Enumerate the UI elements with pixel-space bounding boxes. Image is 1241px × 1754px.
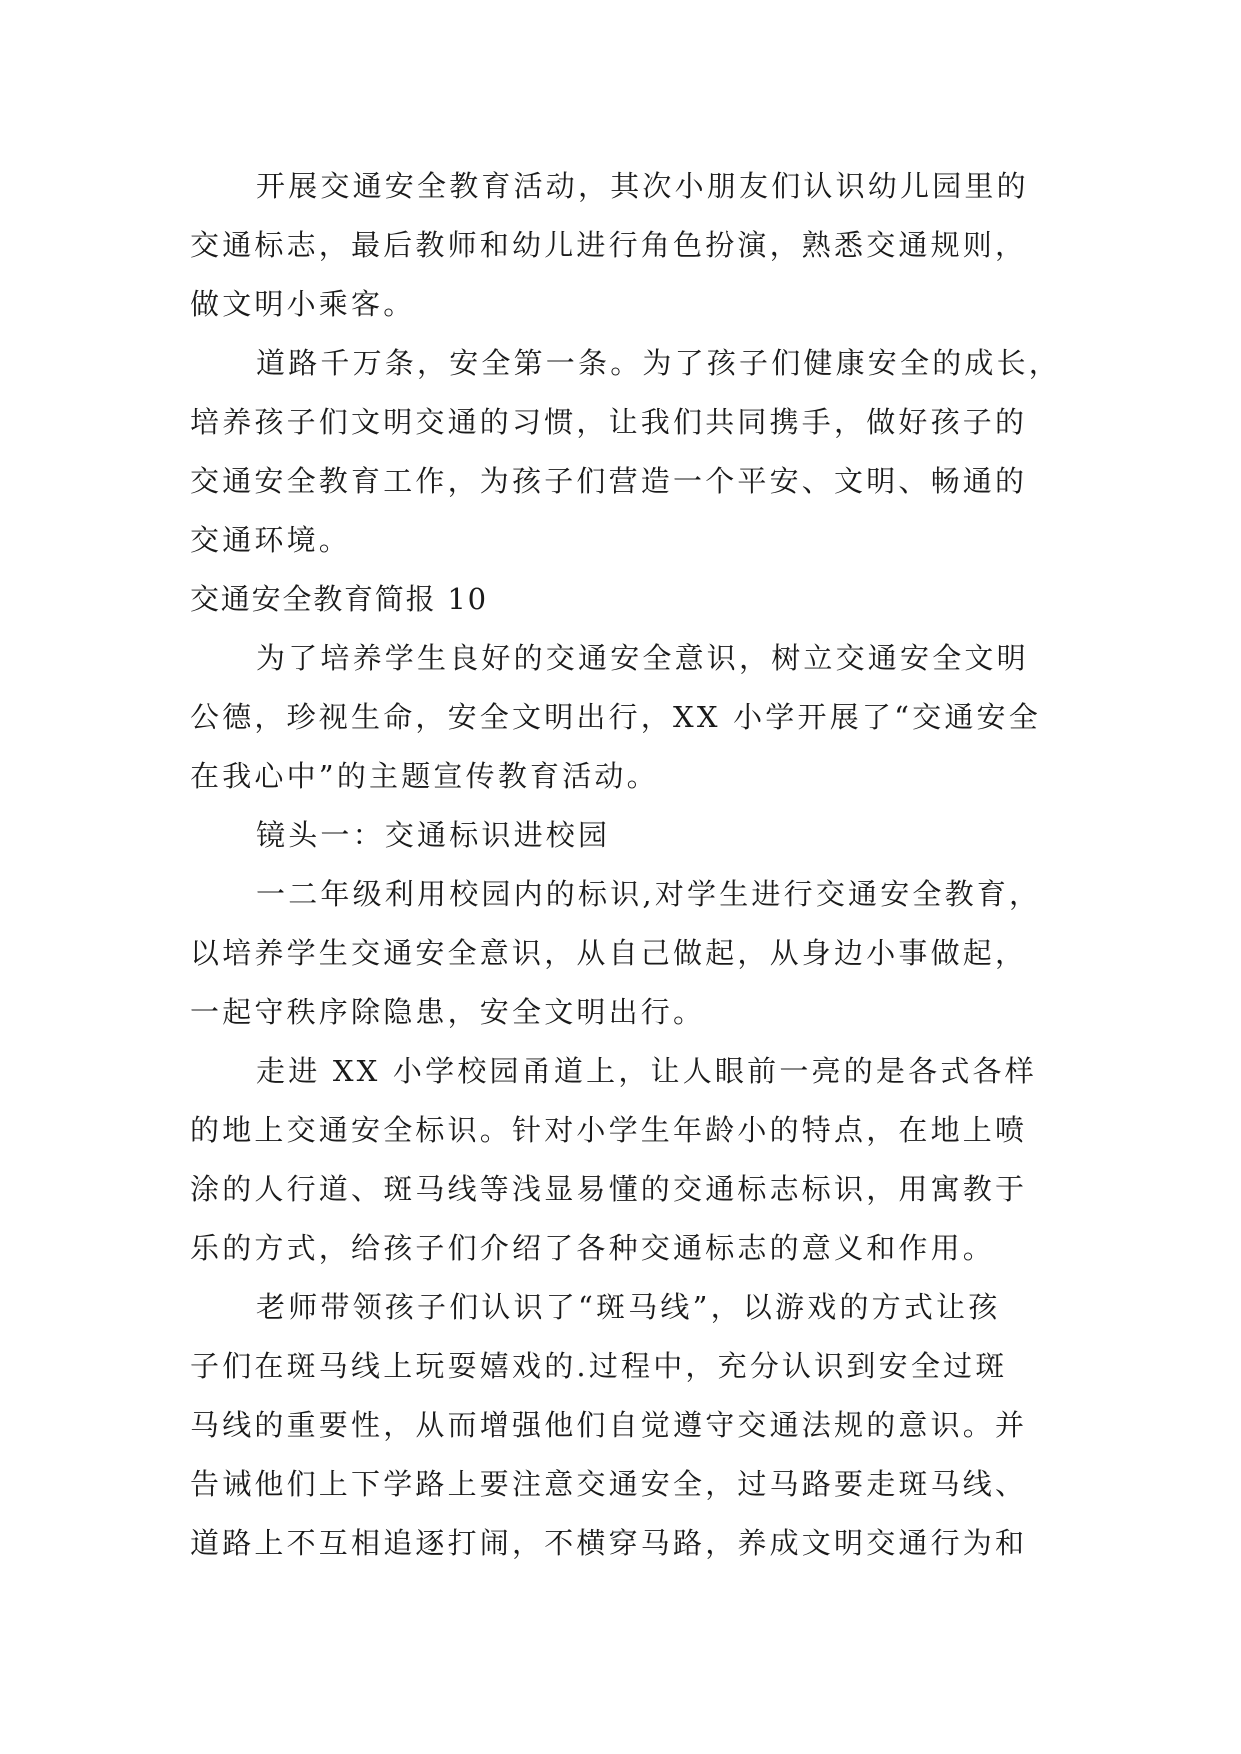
paragraph-line: 公德，珍视生命，安全文明出行，XX 小学开展了“交通安全	[190, 700, 1041, 734]
paragraph-line: 道路千万条，安全第一条。为了孩子们健康安全的成长，	[256, 346, 1062, 380]
paragraph-line: 乐的方式，给孩子们介绍了各种交通标志的意义和作用。	[190, 1231, 996, 1265]
paragraph-line: 交通环境。	[190, 523, 352, 557]
paragraph-line: 培养孩子们文明交通的习惯，让我们共同携手，做好孩子的	[190, 405, 1028, 439]
paragraph-line: 涂的人行道、斑马线等浅显易懂的交通标志标识，用寓教于	[190, 1172, 1028, 1206]
paragraph-line: 老师带领孩子们认识了“斑马线”，以游戏的方式让孩	[256, 1290, 1001, 1324]
paragraph-line: 一起守秩序除隐患，安全文明出行。	[190, 995, 706, 1029]
section-heading: 交通安全教育简报 10	[190, 582, 488, 616]
paragraph-line: 马线的重要性，从而增强他们自觉遵守交通法规的意识。并	[190, 1408, 1028, 1442]
subheading-line: 镜头一：交通标识进校园	[256, 818, 611, 852]
paragraph-line: 一二年级利用校园内的标识,对学生进行交通安全教育，	[256, 877, 1042, 911]
paragraph-line: 以培养学生交通安全意识，从自己做起，从身边小事做起，	[190, 936, 1028, 970]
paragraph-line: 开展交通安全教育活动，其次小朋友们认识幼儿园里的	[256, 169, 1029, 203]
paragraph-line: 的地上交通安全标识。针对小学生年龄小的特点，在地上喷	[190, 1113, 1028, 1147]
paragraph-line: 交通安全教育工作，为孩子们营造一个平安、文明、畅通的	[190, 464, 1028, 498]
paragraph-line: 道路上不互相追逐打闹，不横穿马路，养成文明交通行为和	[190, 1526, 1028, 1560]
paragraph-line: 子们在斑马线上玩耍嬉戏的.过程中，充分认识到安全过斑	[190, 1349, 1008, 1383]
paragraph-line: 做文明小乘客。	[190, 287, 416, 321]
paragraph-line: 为了培养学生良好的交通安全意识，树立交通安全文明	[256, 641, 1029, 675]
paragraph-line: 告诫他们上下学路上要注意交通安全，过马路要走斑马线、	[190, 1467, 1028, 1501]
paragraph-line: 走进 XX 小学校园甬道上，让人眼前一亮的是各式各样	[256, 1054, 1037, 1088]
paragraph-line: 在我心中”的主题宣传教育活动。	[190, 759, 659, 793]
paragraph-line: 交通标志，最后教师和幼儿进行角色扮演，熟悉交通规则，	[190, 228, 1028, 262]
